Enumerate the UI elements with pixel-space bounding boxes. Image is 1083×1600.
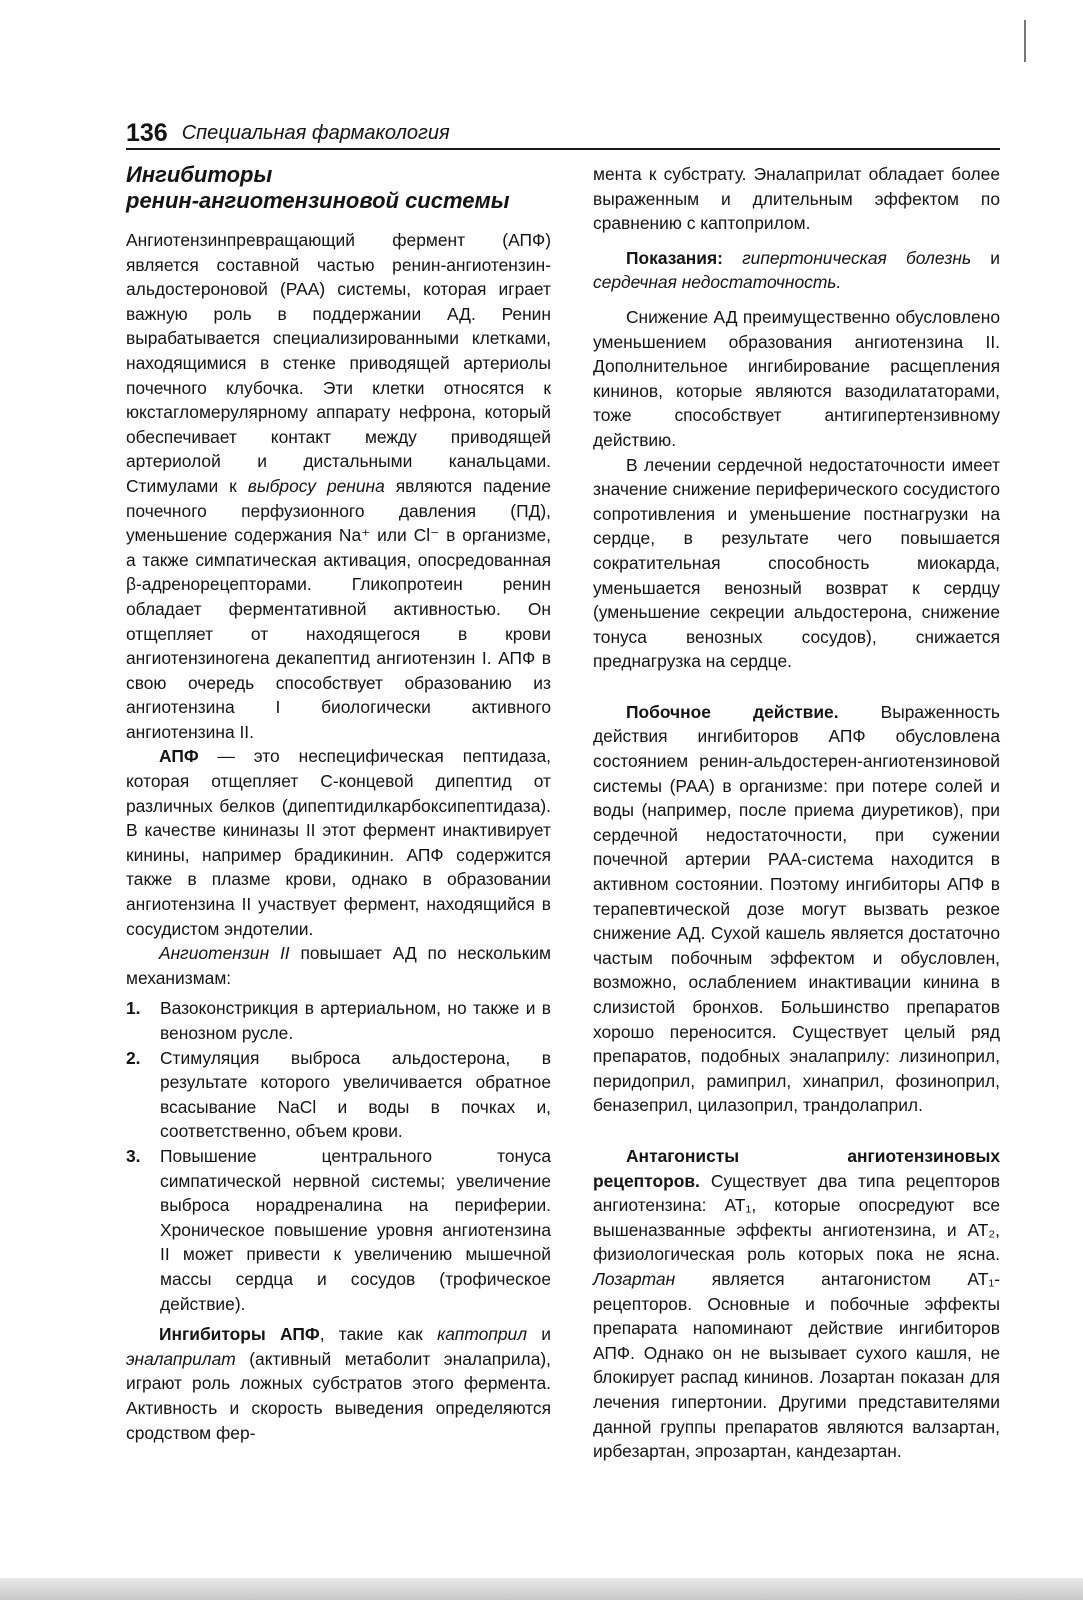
paragraph-ace-inhibitors — [126, 1322, 551, 1445]
bold-term: Ингибиторы АПФ — [159, 1324, 320, 1345]
left-column — [126, 162, 551, 1445]
text-run: и — [527, 1324, 551, 1345]
list-number: 2. — [126, 1047, 141, 1068]
paragraph-indications — [593, 246, 1000, 295]
text-run: является антагонистом AT₁-рецепторов. Основные и побочные эффекты препарата напоминают действие ингибиторов АПФ. Однако он не вызывает сухого кашля, не блокирует распад кининов. Лозартан показан для лечения гипертонии. Другими представителями данной группы препаратов являются валзартан, ирбезартан, эпрозартан, кандезартан. — [593, 1268, 1000, 1462]
list-number: 1. — [126, 998, 141, 1019]
text-run: Ангиотензинпревращающий фермент (АПФ) является составной частью ренин-ангиотензин-альдостероновой (РАА) системы, которая играет важную роль в поддержании АД. Ренин вырабатывается специализированными клетками, находящимися в стенке приводящей артериолы почечного клубочка. Эти клетки относятся к юкстагломерулярному аппарату нефрона, который обеспечивает контакт между приводящей артериолой и дистальными канальцами. Стимулами к — [126, 230, 551, 496]
section-title-line1: Ингибиторы — [126, 162, 273, 187]
paragraph-receptor-antagonists — [593, 1144, 1000, 1464]
italic-term: Ангиотензин II — [159, 943, 290, 964]
page-number: 136 — [126, 119, 168, 147]
running-title: Специальная фармакология — [181, 122, 450, 144]
list-item — [126, 1144, 551, 1316]
mechanisms-list — [126, 996, 551, 1316]
scan-edge — [0, 1578, 1083, 1600]
bold-term: АПФ — [159, 746, 199, 767]
text-run: (активный метаболит эналаприла), играют роль ложных субстратов этого фермента. Активность и скорость выведения определяются сродством фер- — [126, 1348, 551, 1443]
list-text: Стимуляция выброса альдостерона, в результате которого увеличивается обратное всасывание NaCl и воды в почках и, соответственно, объем крови. — [160, 1047, 551, 1142]
paragraph-ace-definition — [126, 744, 551, 941]
italic-term: сердечная недостаточность. — [593, 272, 842, 293]
paragraph-heart-failure: В лечении сердечной недостаточности имеет значение снижение периферического сосудистого сопротивления и уменьшение постнагрузки на сердце, в результате чего повышается сократительная способность миокарда, уменьшается венозный возврат к сердцу (уменьшение секреции альдостерона, снижение тонуса венозных сосудов), снижается преднагрузка на сердце. — [593, 454, 1000, 672]
paragraph-bp-reduction: Снижение АД преимущественно обусловлено уменьшением образования ангиотензина II. Дополнительное ингибирование расщепления кининов, которые являются вазодилататорами, тоже способствует антигипертензивному действию. — [593, 306, 1000, 450]
section-title-line2: ренин-ангиотензиновой системы — [126, 188, 510, 213]
running-header — [126, 110, 1000, 150]
italic-term: эналаприлат — [126, 1348, 236, 1369]
scan-mark — [1024, 20, 1026, 62]
paragraph-angiotensin-mechanisms — [126, 941, 551, 990]
text-run: , такие как — [319, 1324, 438, 1345]
section-title — [126, 162, 551, 214]
paragraph-side-effects — [593, 700, 1000, 1118]
text-run: Существует два типа рецепторов ангиотензина: AT₁, которые опосредуют все вышеназванные эффекты ангиотензина, и AT₂, физиологическая роль которых пока не ясна. — [593, 1170, 1000, 1265]
text-run: — это неспецифическая пептидаза, которая отщепляет С-концевой дипептид от различных белков (дипептидилкарбоксипептидаза). В качестве кининазы II этот фермент инактивирует кинины, например брадикинин. АПФ содержится также в плазме крови, однако в образовании ангиотензина II участвует фермент, находящийся в сосудистом эндотелии. — [126, 746, 551, 939]
italic-term: выбросу ренина — [247, 475, 385, 496]
right-column — [593, 162, 1000, 1464]
paragraph-ace-intro — [126, 228, 551, 744]
text-run: являются падение почечного перфузионного давления (ПД), уменьшение содержания Na⁺ или Cl⁻ в организме, а также симпатическая активация, опосредованная β-адренорецепторами. Гликопротеин ренин обладает ферментативной активностью. Он отщепляет от находящегося в крови ангиотензиногена декапептид ангиотензин I. АПФ в свою очередь способствует образованию из ангиотензина I биологически активного ангиотензина II. — [126, 475, 552, 742]
text-run: Выраженность действия ингибиторов АПФ обусловлена состоянием ренин-альдостерен-ангиотензиновой системы (РАА) в организме: при потере солей и воды (например, после приема диуретиков), при сердечной недостаточности, при сужении почечной артерии РАА-система находится в активном состоянии. Поэтому ингибиторы АПФ в терапевтической дозе могут вызвать резкое снижение АД. Сухой кашель является достаточно частым побочным эффектом и обусловлен, возможно, ослаблением инактивации кинина в слизистой бронхов. Большинство препаратов хорошо переносится. Существует целый ряд препаратов, подобных эналаприлу: лизиноприл, перидоприл, рамиприл, хинаприл, фозиноприл, беназеприл, цилазоприл, трандолаприл. — [593, 701, 1000, 1116]
list-number: 3. — [126, 1145, 141, 1166]
italic-term: Лозартан — [593, 1268, 676, 1289]
list-item — [126, 996, 551, 1045]
list-text: Вазоконстрикция в артериальном, но также и в венозном русле. — [160, 998, 551, 1043]
italic-term: гипертоническая болезнь — [722, 247, 972, 268]
paragraph-continuation: мента к субстрату. Эналаприлат обладает более выраженным и длительным эффектом по сравнению с каптоприлом. — [593, 164, 1000, 234]
bold-term: Антагонисты ангиотензиновых рецепторов. — [593, 1145, 1000, 1191]
list-item — [126, 1046, 551, 1144]
text-run: и — [971, 247, 1000, 268]
bold-term: Показания: — [626, 247, 723, 268]
bold-term: Побочное действие. — [626, 701, 839, 722]
list-text: Повышение центрального тонуса симпатической нервной системы; увеличение выброса норадреналина на периферии. Хроническое повышение уровня ангиотензина II может привести к увеличению мышечной массы сердца и сосудов (трофическое действие). — [160, 1145, 551, 1314]
text-run: повышает АД по нескольким механизмам: — [126, 943, 551, 988]
italic-term: каптоприл — [437, 1324, 528, 1345]
